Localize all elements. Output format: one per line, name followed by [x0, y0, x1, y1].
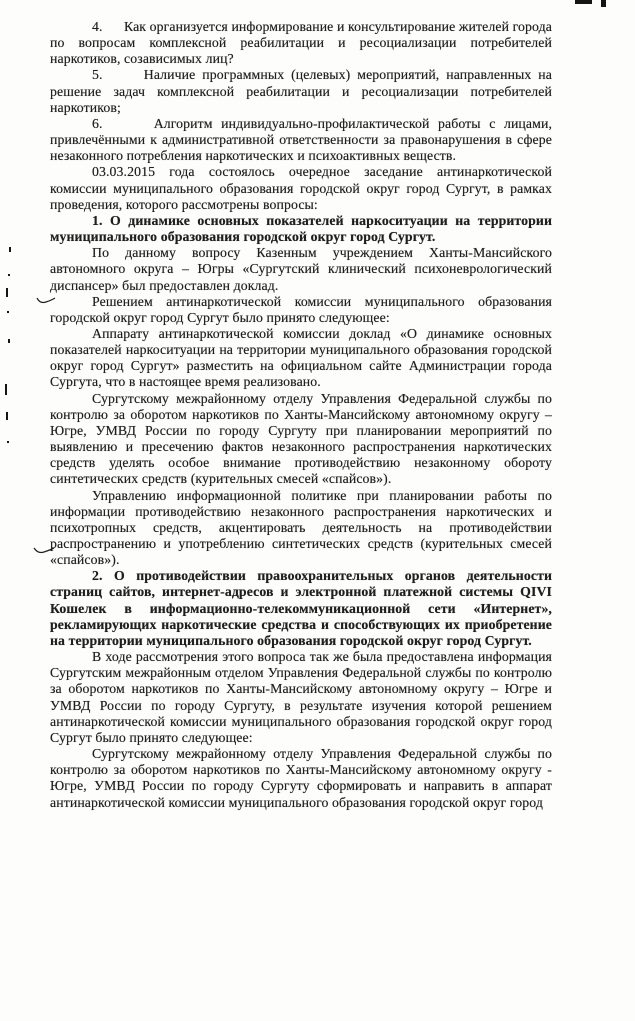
scan-artifact: [7, 441, 9, 443]
scan-artifact: [5, 384, 7, 395]
scan-artifact: [6, 412, 8, 420]
scan-artifact: [8, 339, 10, 343]
agenda-item-2-heading: 2. О противодействии правоохранительных органов деятельности страниц сайтов, интернет-адресов и электронной платежной системы QIVI Кошелек в информационно-телекоммуникационной сети «Интернет», рекламирующих наркотические средства и способствующих их приобретение на территории муниципального образования городской округ город Сургут.: [50, 568, 552, 648]
decision-apparatus-paragraph: Аппарату антинаркотической комиссии доклад «О динамике основных показателей наркоситуации на территории муниципального образования городской округ город Сургут» разместить на официальном сайте Администрации города Сургута, что в настоящее время реализовано.: [50, 325, 552, 390]
page-corner-mark: [601, 0, 606, 7]
meeting-intro-paragraph: 03.03.2015 года состоялось очередное заседание антинаркотической комиссии муниципального образования городской округ город Сургут, в рамках проведения, которого рассмотрены вопросы:: [50, 164, 552, 212]
list-item-question-4: 4. Как организуется информирование и консультирование жителей города по вопросам комплексной реабилитации и ресоциализации потребителей наркотиков, созависимых лиц?: [50, 19, 552, 67]
decision-information-policy-paragraph: Управлению информационной политике при планировании работы по информации противодействию незаконного распространения наркотических и психотропных средств, акцентировать деятельность на противодействии распространению и употреблению синтетических средств (курительных смесей «спайсов»).: [50, 487, 552, 568]
list-item-question-6: 6. Алгоритм индивидуально-профилактической работы с лицами, привлечёнными к административной ответственности за правонарушения в сфере незаконного потребления наркотических и психоактивных веществ.: [50, 115, 552, 164]
review-information-paragraph: В ходе рассмотрения этого вопроса так же была предоставлена информация Сургутским межрайонным отделом Управления Федеральной службы по контролю за оборотом наркотиков по Ханты-Мансийскому автономному округу – Югре и УМВД России по городу Сургуту, в результате изучения которой решением антинаркотической комиссии муниципального образования городской округ город Сургут было принято следующее:: [50, 649, 552, 745]
agenda-item-1-heading: 1. О динамике основных показателей наркоситуации на территории муниципального образования городской округ город Сургут.: [50, 212, 552, 245]
scan-artifact: [6, 288, 8, 297]
decision-drug-control-paragraph: Сургутскому межрайонному отделу Управления Федеральной службы по контролю за оборотом наркотиков по Ханты-Мансийскому автономному округу – Югре, УМВД России по городу Сургуту при планировании мероприятий по выявлению и пресечению фактов незаконного распространения наркотических средств уделять особое внимание противодействию незаконному обороту синтетических средств (курительных смесей «спайсов»).: [50, 390, 552, 487]
report-source-paragraph: По данному вопросу Казенным учреждением Ханты-Мансийского автономного округа – Югры «Сургутский клинический психоневрологический диспансер» был предоставлен доклад.: [50, 245, 552, 293]
document-text-block: [50, 19, 552, 811]
scan-artifact: [9, 247, 11, 252]
scan-artifact: [7, 311, 9, 313]
decision-form-send-paragraph: Сургутскому межрайонному отделу Управления Федеральной службы по контролю за оборотом наркотиков по Ханты-Мансийскому автономному округу - Югре, УМВД России по городу Сургуту сформировать и направить в аппарат антинаркотической комиссии муниципального образования городской округ город: [50, 746, 552, 810]
scan-artifact: [8, 274, 10, 276]
page-corner-mark: [575, 0, 592, 4]
commission-decision-intro: Решением антинаркотической комиссии муниципального образования городской округ город Сургут было принято следующее:: [50, 293, 552, 325]
list-item-question-5: 5. Наличие программных (целевых) мероприятий, направленных на решение задач комплексной реабилитации и ресоциализации потребителей наркотиков;: [50, 67, 552, 115]
